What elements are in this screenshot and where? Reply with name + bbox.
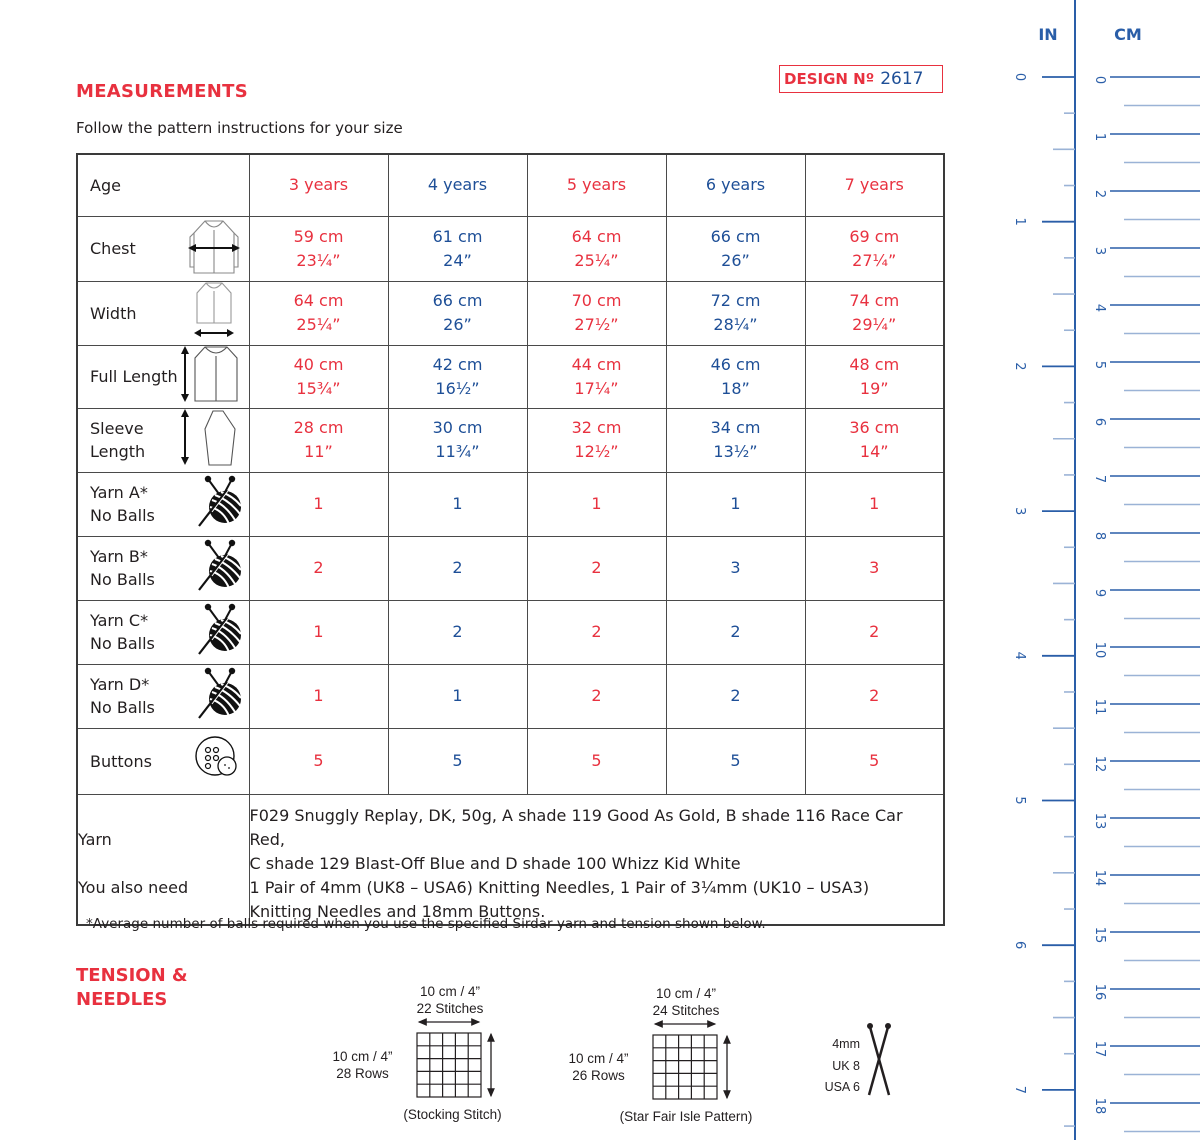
value-cell (805, 216, 944, 281)
cm-number: 1 (1092, 132, 1107, 142)
inch-number: 1 (1012, 217, 1027, 226)
value-primary: 1 (452, 494, 463, 513)
value-primary: 1 (313, 494, 324, 513)
swatch-height-label: 10 cm / 4” (568, 1051, 629, 1066)
value-cell (388, 536, 527, 600)
cm-number: 3 (1092, 246, 1107, 256)
intro-text: Follow the pattern instructions for your size (76, 119, 403, 137)
cm-number: 7 (1092, 474, 1107, 484)
value-primary: 34 cm (710, 418, 761, 437)
size-header: 4 years (388, 154, 527, 216)
yarn-ball-icon (195, 602, 243, 662)
row-label-cell (77, 281, 249, 345)
swatch2-height-labels (556, 1050, 641, 1084)
value-cell (805, 728, 944, 794)
swatch-rows: 28 Rows (336, 1066, 389, 1081)
value-primary: 44 cm (571, 354, 622, 374)
value-primary: 46 cm (710, 354, 761, 374)
value-secondary: 25¼” (296, 315, 341, 334)
value-cell (666, 345, 805, 408)
cm-number: 0 (1092, 75, 1107, 85)
value-primary: 1 (452, 686, 463, 705)
design-number-box (779, 65, 943, 93)
design-label: DESIGN Nº (784, 70, 875, 88)
value-secondary: 13½” (713, 442, 758, 461)
value-cell (666, 472, 805, 536)
cm-number: 2 (1092, 189, 1107, 199)
value-primary: 42 cm (432, 354, 483, 374)
inch-number: 3 (1012, 506, 1027, 516)
value-primary: 2 (869, 686, 880, 705)
value-secondary: 28¼” (713, 315, 758, 334)
value-cell (527, 408, 666, 472)
inch-number: 4 (1012, 651, 1027, 660)
value-secondary: 25¼” (574, 250, 619, 270)
value-cell (388, 281, 527, 345)
value-cell (805, 600, 944, 664)
cm-number: 12 (1092, 755, 1107, 773)
value-primary: 1 (591, 494, 602, 513)
swatch1-height-labels (320, 1048, 405, 1082)
measurements-table (76, 153, 945, 926)
value-cell (527, 728, 666, 794)
value-primary: 2 (452, 558, 463, 577)
value-secondary: 27½” (574, 315, 619, 334)
swatch-stitches: 24 Stitches (652, 1003, 720, 1018)
value-cell (388, 728, 527, 794)
inch-number: 2 (1012, 362, 1027, 371)
value-cell (249, 281, 388, 345)
row-label: No Balls (90, 698, 155, 717)
value-cell (805, 408, 944, 472)
swatch-grid-icon (410, 1012, 502, 1104)
inch-number: 0 (1012, 72, 1027, 82)
cm-number: 18 (1092, 1097, 1107, 1115)
value-cell (249, 536, 388, 600)
table-row (77, 216, 944, 281)
value-cell (249, 600, 388, 664)
value-cell (527, 536, 666, 600)
yarn-row (77, 794, 944, 925)
row-label: No Balls (90, 506, 155, 525)
value-primary: 40 cm (293, 354, 344, 374)
row-label-cell (77, 664, 249, 728)
value-primary: 28 cm (293, 418, 344, 437)
size-header: 5 years (527, 154, 666, 216)
table-row (77, 408, 944, 472)
yarn-ball-icon (195, 538, 243, 598)
tension-title-line: TENSION & (76, 965, 188, 986)
row-label-cell (77, 408, 249, 472)
row-label: Full Length (90, 367, 178, 386)
table-row (77, 600, 944, 664)
value-primary: 5 (452, 751, 463, 770)
yarn-labels-cell (77, 794, 249, 925)
value-cell (388, 408, 527, 472)
row-label: Width (90, 303, 137, 323)
value-cell (666, 281, 805, 345)
value-cell (527, 664, 666, 728)
yarn-label: Yarn (78, 830, 112, 849)
row-label-cell (77, 536, 249, 600)
cm-number: 9 (1092, 588, 1107, 598)
value-primary: 2 (591, 686, 602, 705)
cm-number: 4 (1092, 303, 1107, 313)
value-cell (388, 345, 527, 408)
value-secondary: 26” (721, 250, 750, 270)
value-secondary: 19” (859, 378, 889, 398)
cm-number: 5 (1092, 360, 1107, 370)
swatch-width-label: 10 cm / 4” (655, 986, 717, 1001)
value-primary: 1 (869, 494, 880, 513)
cm-number: 13 (1092, 812, 1107, 830)
swatch-caption: (Stocking Stitch) (403, 1107, 502, 1122)
cardigan-length-icon (179, 344, 243, 410)
section-title: MEASUREMENTS (76, 81, 248, 102)
value-cell (666, 536, 805, 600)
value-primary: 70 cm (571, 291, 622, 310)
also-need-label: You also need (78, 878, 189, 897)
value-secondary: 23¼” (296, 250, 341, 270)
also-need-text: 1 Pair of 4mm (UK8 – USA6) Knitting Needles, 1 Pair of 3¼mm (UK10 – USA3) (249, 877, 870, 897)
size-header: 6 years (666, 154, 805, 216)
value-secondary: 11¾” (435, 442, 480, 461)
age-label: Age (77, 154, 249, 216)
cm-number: 17 (1092, 1040, 1107, 1058)
value-secondary: 26” (443, 315, 472, 334)
value-cell (388, 600, 527, 664)
value-primary: 2 (730, 686, 741, 705)
ruler-inch-label: IN (1038, 25, 1058, 44)
cm-number: 6 (1092, 417, 1107, 427)
value-primary: 36 cm (849, 418, 900, 437)
needle-size: 4mm (832, 1037, 860, 1051)
cm-number: 16 (1092, 983, 1107, 1001)
value-primary: 32 cm (571, 418, 622, 437)
row-label-cell (77, 600, 249, 664)
value-cell (805, 664, 944, 728)
value-secondary: 17¼” (574, 378, 619, 398)
value-cell (388, 664, 527, 728)
inch-number: 7 (1012, 1085, 1027, 1095)
value-primary: 2 (869, 622, 880, 641)
value-primary: 2 (452, 622, 463, 641)
size-header: 7 years (805, 154, 944, 216)
value-primary: 5 (869, 751, 880, 770)
yarn-ball-icon (195, 666, 243, 726)
button-icon (193, 734, 243, 788)
value-primary: 2 (591, 558, 602, 577)
value-primary: 2 (591, 622, 602, 641)
swatch-caption: (Star Fair Isle Pattern) (619, 1109, 753, 1124)
needle-size-labels (810, 1034, 860, 1099)
cm-number: 8 (1092, 531, 1107, 541)
value-cell (249, 216, 388, 281)
value-cell (249, 408, 388, 472)
value-primary: 3 (869, 558, 880, 577)
swatch-stitches: 22 Stitches (416, 1001, 484, 1016)
value-primary: 2 (730, 622, 741, 641)
swatch-width-label: 10 cm / 4” (419, 984, 481, 999)
value-primary: 2 (313, 558, 324, 577)
value-cell (527, 281, 666, 345)
row-label-cell (77, 216, 249, 281)
value-primary: 64 cm (571, 226, 622, 246)
value-secondary: 24” (443, 250, 472, 270)
row-label: Sleeve (90, 419, 144, 438)
tension-title (76, 964, 188, 1012)
value-cell (527, 345, 666, 408)
table-row (77, 472, 944, 536)
value-secondary: 16½” (435, 378, 480, 398)
row-label: No Balls (90, 634, 155, 653)
row-label: Yarn C* (90, 611, 149, 630)
inch-number: 5 (1012, 796, 1027, 805)
yarn-ball-icon (195, 474, 243, 534)
yarn-text-cell (249, 794, 944, 925)
value-cell (805, 472, 944, 536)
value-primary: 74 cm (849, 291, 900, 310)
size-header: 3 years (249, 154, 388, 216)
value-cell (527, 472, 666, 536)
cm-number: 14 (1092, 869, 1107, 887)
value-primary: 1 (313, 622, 324, 641)
value-primary: 1 (730, 494, 741, 513)
value-secondary: 27¼” (852, 250, 897, 270)
yarn-text: C shade 129 Blast-Off Blue and D shade 100 Whizz Kid White (249, 853, 741, 873)
row-label-cell (77, 345, 249, 408)
cardigan-width-icon (185, 281, 243, 345)
value-cell (249, 728, 388, 794)
row-label: Yarn A* (90, 483, 148, 502)
needle-usa: USA 6 (824, 1080, 860, 1094)
value-cell (527, 216, 666, 281)
value-primary: 66 cm (432, 291, 483, 310)
value-secondary: 18” (721, 378, 750, 398)
value-primary: 5 (591, 751, 602, 770)
value-cell (249, 345, 388, 408)
cm-number: 11 (1092, 698, 1107, 716)
cardigan-chest-icon (185, 217, 243, 281)
value-secondary: 11” (304, 442, 333, 461)
value-cell (527, 600, 666, 664)
age-row (77, 154, 944, 216)
value-cell (388, 472, 527, 536)
table-row (77, 281, 944, 345)
value-primary: 48 cm (849, 354, 900, 374)
footnote: *Average number of balls required when you use the specified Sirdar yarn and tension shown below. (86, 916, 766, 932)
value-primary: 59 cm (293, 226, 344, 246)
value-primary: 1 (313, 686, 324, 705)
value-primary: 69 cm (849, 226, 900, 246)
swatch-height-label: 10 cm / 4” (332, 1049, 393, 1064)
design-number: 2617 (880, 69, 924, 89)
value-cell (805, 536, 944, 600)
value-primary: 61 cm (432, 226, 483, 246)
value-cell (666, 408, 805, 472)
also-need-text: Knitting Needles and 18mm Buttons. (249, 901, 546, 921)
yarn-text: F029 Snuggly Replay, DK, 50g, A shade 119 Good As Gold, B shade 116 Race Car Red, (249, 805, 903, 849)
row-label-cell (77, 728, 249, 794)
table-row (77, 536, 944, 600)
row-label: Chest (90, 239, 136, 258)
value-cell (666, 216, 805, 281)
ruler (980, 0, 1200, 1140)
value-primary: 66 cm (710, 226, 761, 246)
row-label: Buttons (90, 751, 152, 771)
value-primary: 5 (313, 751, 324, 770)
row-label: No Balls (90, 570, 155, 589)
value-primary: 72 cm (710, 291, 761, 310)
value-secondary: 12½” (574, 442, 619, 461)
swatch-grid-icon (646, 1014, 738, 1106)
value-secondary: 29¼” (852, 315, 897, 334)
tension-title-line: NEEDLES (76, 989, 168, 1010)
value-primary: 3 (730, 558, 741, 577)
inch-number: 6 (1012, 941, 1027, 950)
value-cell (805, 281, 944, 345)
table-row (77, 728, 944, 794)
cm-number: 10 (1092, 641, 1107, 659)
cm-number: 15 (1092, 926, 1107, 944)
value-cell (666, 728, 805, 794)
table-row (77, 664, 944, 728)
value-cell (666, 600, 805, 664)
ruler-cm-label: CM (1114, 25, 1142, 44)
value-primary: 64 cm (293, 291, 344, 310)
row-label-cell (77, 472, 249, 536)
knitting-needles-icon (862, 1020, 896, 1100)
value-cell (249, 472, 388, 536)
row-label: Length (90, 442, 146, 461)
swatch-rows: 26 Rows (572, 1068, 625, 1083)
value-primary: 5 (730, 751, 741, 770)
row-label: Yarn B* (90, 547, 148, 566)
row-label: Yarn D* (90, 675, 150, 694)
value-secondary: 14” (859, 442, 889, 461)
needle-uk: UK 8 (832, 1058, 860, 1073)
table-row (77, 345, 944, 408)
value-cell (666, 664, 805, 728)
value-cell (388, 216, 527, 281)
value-secondary: 15¾” (296, 378, 341, 398)
sleeve-length-icon (179, 407, 243, 473)
value-primary: 30 cm (432, 418, 483, 437)
value-cell (805, 345, 944, 408)
value-cell (249, 664, 388, 728)
